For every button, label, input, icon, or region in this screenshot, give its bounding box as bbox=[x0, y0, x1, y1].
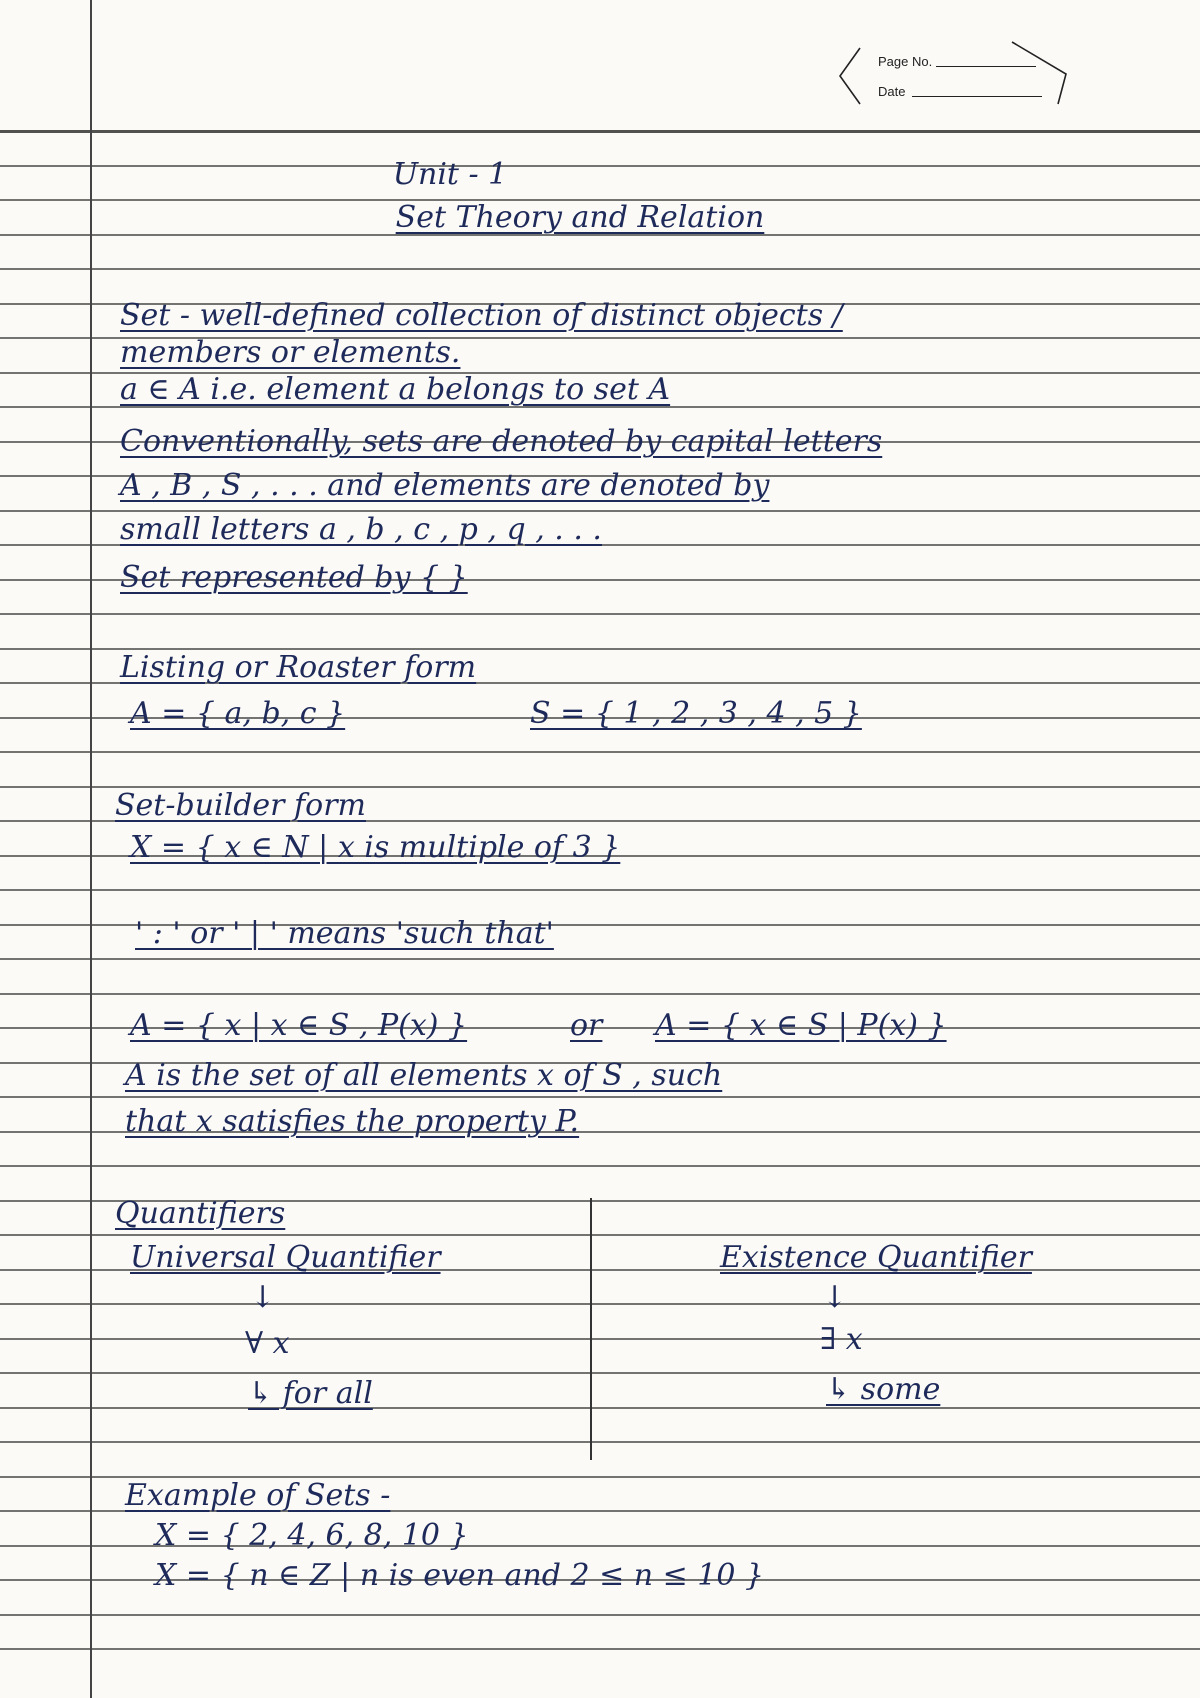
ruled-line bbox=[0, 1165, 1200, 1167]
set-builder-explain: that x satisfies the property P. bbox=[125, 1104, 580, 1139]
set-builder-example: X = { x ∈ N | x is multiple of 3 } bbox=[130, 830, 621, 865]
ruled-line bbox=[0, 958, 1200, 960]
quantifiers-heading: Quantifiers bbox=[115, 1196, 286, 1231]
ruled-line bbox=[0, 1338, 1200, 1340]
ruled-line bbox=[0, 751, 1200, 753]
ruled-line bbox=[0, 1303, 1200, 1305]
set-definition-line: Conventionally, sets are denoted by capital letters bbox=[120, 424, 883, 459]
ruled-line bbox=[0, 1441, 1200, 1443]
universal-quantifier-title: Universal Quantifier bbox=[130, 1240, 441, 1275]
example-set: X = { 2, 4, 6, 8, 10 } bbox=[155, 1518, 469, 1553]
roster-heading: Listing or Roaster form bbox=[120, 650, 477, 685]
ruled-line bbox=[0, 130, 1200, 133]
existence-arrow-icon: ↓ bbox=[822, 1280, 848, 1315]
unit-title: Unit - 1 bbox=[392, 157, 508, 192]
set-builder-heading: Set-builder form bbox=[115, 788, 367, 823]
date-label: Date bbox=[878, 84, 906, 99]
ruled-line bbox=[0, 1407, 1200, 1409]
ruled-line bbox=[0, 889, 1200, 891]
ruled-line bbox=[0, 165, 1200, 167]
set-builder-general-left: A = { x | x ∈ S , P(x) } bbox=[130, 1008, 468, 1043]
set-definition-line: Set - well-defined collection of distinct objects / bbox=[120, 298, 843, 333]
page-no-label: Page No. bbox=[878, 54, 933, 69]
ruled-line bbox=[0, 268, 1200, 270]
universal-meaning: ↳ for all bbox=[248, 1376, 373, 1411]
existence-quantifier-title: Existence Quantifier bbox=[720, 1240, 1032, 1275]
page-date-frame bbox=[830, 36, 1080, 116]
set-definition-line: Set represented by { } bbox=[120, 560, 468, 595]
ruled-line bbox=[0, 1648, 1200, 1650]
quantifier-divider bbox=[590, 1198, 592, 1460]
ruled-line bbox=[0, 1096, 1200, 1098]
existence-symbol: ∃ x bbox=[820, 1322, 863, 1357]
page-title: Set Theory and Relation bbox=[395, 200, 765, 235]
ruled-line bbox=[0, 1234, 1200, 1236]
date-line bbox=[912, 96, 1042, 97]
set-definition-line: A , B , S , . . . and elements are denoted by bbox=[120, 468, 770, 503]
set-builder-explain: A is the set of all elements x of S , such bbox=[125, 1058, 723, 1093]
existence-meaning: ↳ some bbox=[826, 1372, 941, 1407]
universal-arrow-icon: ↓ bbox=[250, 1280, 276, 1315]
example-set: X = { n ∈ Z | n is even and 2 ≤ n ≤ 10 } bbox=[155, 1558, 765, 1593]
ruled-line bbox=[0, 613, 1200, 615]
roster-example-a: A = { a, b, c } bbox=[130, 696, 346, 731]
ruled-line bbox=[0, 1614, 1200, 1616]
set-definition-line: members or elements. bbox=[120, 335, 461, 370]
universal-symbol: ∀ x bbox=[245, 1326, 290, 1361]
set-builder-general-or: or bbox=[570, 1008, 603, 1043]
ruled-line bbox=[0, 993, 1200, 995]
roster-example-s: S = { 1 , 2 , 3 , 4 , 5 } bbox=[530, 696, 862, 731]
examples-heading: Example of Sets - bbox=[125, 1478, 391, 1513]
ruled-line bbox=[0, 1372, 1200, 1374]
margin-line bbox=[90, 0, 92, 1698]
such-that-note: ' : ' or ' | ' means 'such that' bbox=[135, 916, 554, 951]
page-no-line bbox=[936, 66, 1036, 67]
set-definition-line: a ∈ A i.e. element a belongs to set A bbox=[120, 372, 671, 407]
set-builder-general-right: A = { x ∈ S | P(x) } bbox=[655, 1008, 947, 1043]
set-definition-line: small letters a , b , c , p , q , . . . bbox=[120, 512, 602, 547]
